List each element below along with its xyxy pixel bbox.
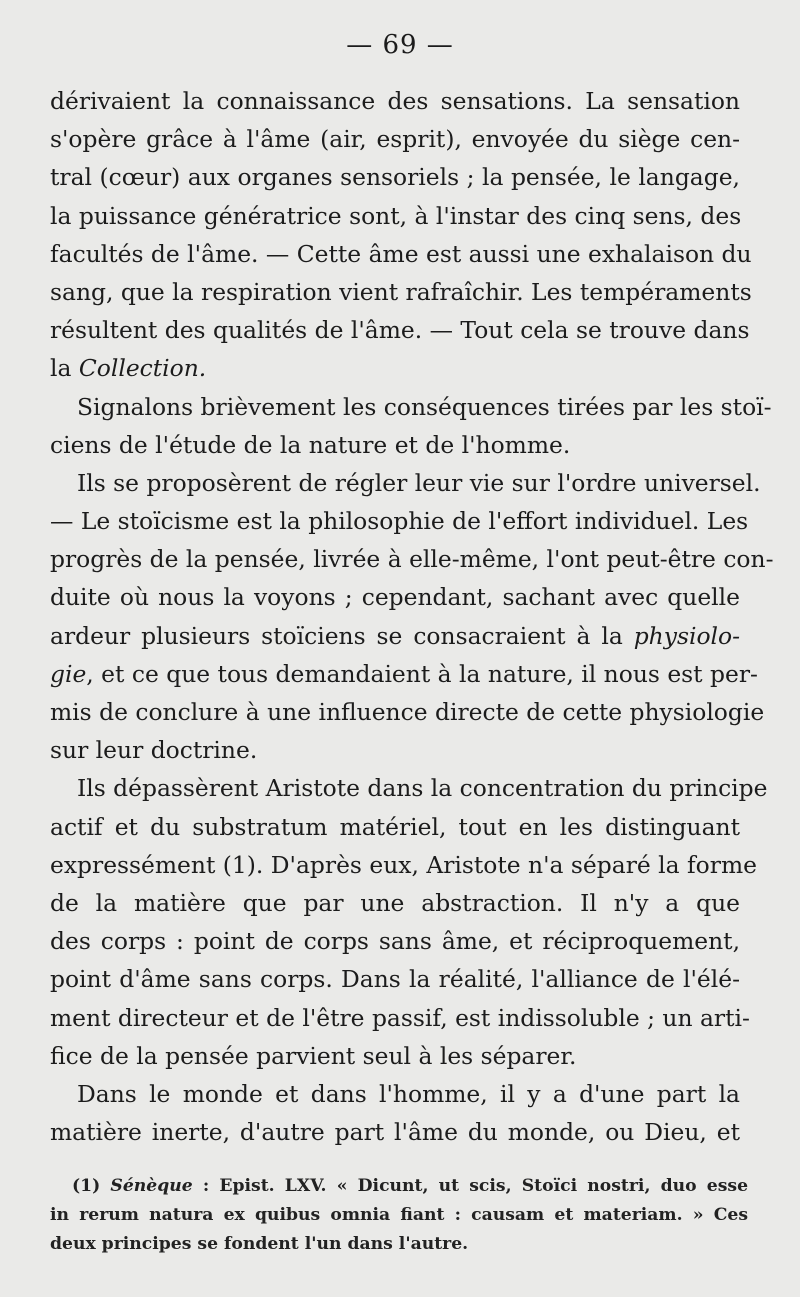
text-line <box>50 349 740 387</box>
footnote-line <box>50 1172 748 1201</box>
text-run: sang, que la respiration vient rafraîchir. Les tempéraments <box>50 277 752 306</box>
page-number: — 69 — <box>346 30 454 60</box>
text-line <box>50 464 761 502</box>
text-line <box>50 502 749 540</box>
text-line <box>50 120 740 158</box>
body-text <box>50 82 774 1151</box>
text-run: point d'âme sans corps. Dans la réalité, l'alliance de l'élé- <box>50 965 740 994</box>
text-run: mis de conclure à une influence directe de cette physiologie <box>50 698 765 726</box>
text-line <box>50 1037 740 1075</box>
text-run: de la matière que par une abstraction. Il n'y a que <box>50 888 740 917</box>
text-line <box>50 1113 740 1151</box>
text-run: facultés de l'âme. — Cette âme est aussi une exhalaison du <box>50 239 752 268</box>
text-run: ciens de l'étude de la nature et de l'homme. <box>50 430 571 459</box>
text-run: — Le stoïcisme est la philosophie de l'effort individuel. Les <box>50 507 749 536</box>
text-run: tral (cœur) aux organes sensoriels ; la pensée, le langage, <box>50 163 740 192</box>
text-run: , et ce que tous demandaient à la nature, il nous est per- <box>86 659 758 688</box>
text-run: des corps : point de corps sans âme, et réciproquement, <box>50 927 740 956</box>
italic-text: physiolo- <box>633 621 740 650</box>
text-run: fice de la pensée parvient seul à les séparer. <box>50 1041 577 1070</box>
text-run: Ils se proposèrent de régler leur vie sur l'ordre universel. <box>77 468 761 497</box>
text-line <box>50 1075 740 1113</box>
text-line <box>50 273 752 311</box>
text-line <box>50 578 740 616</box>
italic-text: gie <box>50 659 87 688</box>
text-run: deux principes se fondent l'un dans l'autre. <box>50 1234 469 1254</box>
italic-text: Collection. <box>78 354 207 383</box>
italic-text: Sénèque <box>110 1176 193 1196</box>
text-line <box>50 693 765 731</box>
footnotes <box>50 1172 748 1259</box>
text-line <box>50 655 758 693</box>
text-run: expressément (1). D'après eux, Aristote n'a séparé la forme <box>50 850 757 879</box>
text-run: s'opère grâce à l'âme (air, esprit), envoyée du siège cen- <box>50 125 740 154</box>
text-run: Ils dépassèrent Aristote dans la concentration du principe <box>77 774 768 803</box>
text-line <box>50 769 768 807</box>
text-run: (1) <box>72 1176 111 1196</box>
text-line <box>50 82 740 120</box>
text-line <box>50 235 752 273</box>
text-run: actif et du substratum matériel, tout en les distinguant <box>50 812 740 841</box>
text-run: ment directeur et de l'être passif, est indissoluble ; un arti- <box>50 1003 750 1032</box>
text-run: la <box>50 354 79 383</box>
text-line <box>50 617 740 655</box>
text-run: Dans le monde et dans l'homme, il y a d'une part la <box>77 1079 740 1108</box>
text-run: Signalons brièvement les conséquences tirées par les stoï- <box>77 392 772 421</box>
text-line <box>50 311 750 349</box>
text-line <box>50 731 740 769</box>
text-run: ardeur plusieurs stoïciens se consacraient à la <box>50 621 634 650</box>
text-run: résultent des qualités de l'âme. — Tout cela se trouve dans <box>50 316 750 345</box>
text-line <box>50 999 750 1037</box>
text-run: sur leur doctrine. <box>50 736 258 765</box>
text-line <box>50 388 772 426</box>
text-run: : Epist. LXV. « Dicunt, ut scis, Stoïci nostri, duo esse <box>192 1176 748 1196</box>
text-line <box>50 426 740 464</box>
text-run: in rerum natura ex quibus omnia fiant : causam et materiam. » Ces <box>50 1205 748 1225</box>
text-run: matière inerte, d'autre part l'âme du monde, ou Dieu, et <box>50 1118 740 1147</box>
text-line <box>50 846 757 884</box>
text-line <box>50 922 740 960</box>
text-run: la puissance génératrice sont, à l'instar des cinq sens, des <box>50 201 742 230</box>
text-line <box>50 884 740 922</box>
text-line <box>50 540 774 578</box>
text-run: dérivaient la connaissance des sensations. La sensation <box>50 87 740 115</box>
text-run: progrès de la pensée, livrée à elle-même, l'ont peut-être con- <box>50 545 774 574</box>
text-line <box>50 960 740 998</box>
footnote-line <box>50 1201 748 1230</box>
footnote-line <box>50 1230 748 1259</box>
text-line <box>50 197 740 235</box>
text-line <box>50 808 740 846</box>
text-run: duite où nous la voyons ; cependant, sachant avec quelle <box>50 583 740 612</box>
text-line <box>50 158 740 196</box>
